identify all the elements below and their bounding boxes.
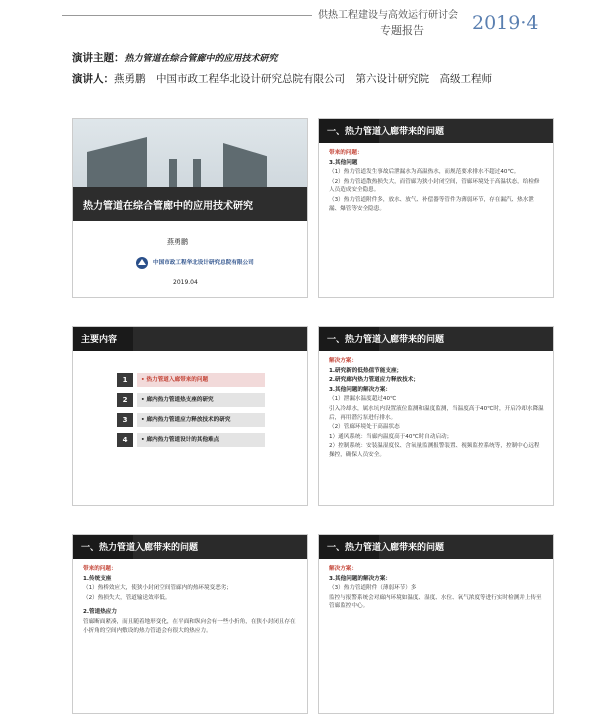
slide-problems-support [72, 534, 308, 714]
slide-body [329, 565, 545, 612]
slide-subtitle: 解决方案： [329, 566, 357, 572]
cover-title: 热力管道在综合管廊中的应用技术研究 [83, 201, 253, 212]
toc-number: 2 [117, 393, 133, 407]
toc-number: 4 [117, 433, 133, 447]
slide-title: 一、热力管道入廊带来的问题 [327, 335, 445, 345]
slide-line: 2）控制系统：安装温湿度仪、含氧量监测报警装置、视频监控系统等，控制中心远程操控，确保人员安全。 [329, 443, 540, 458]
topic-line [72, 50, 278, 65]
toc-item [117, 393, 267, 407]
slide-line: （3）热力管道附件（薄弱环节）多 [329, 585, 417, 592]
toc-text: • 廊内热力管道设计的其他难点 [137, 433, 265, 447]
speaker-key: 演讲人： [72, 73, 114, 85]
column-name: 专题报告 [380, 24, 424, 37]
slide-heading: 3.其他问题 [329, 159, 358, 166]
topic-key: 演讲主题： [72, 52, 125, 64]
slide-heading: 1.研究新的低热值节能支座； [329, 367, 403, 374]
slide-cover [72, 118, 308, 298]
building-shape [223, 143, 267, 187]
issue-date: 2019·4 [472, 12, 539, 34]
cover-org: 中国市政工程华北设计研究总院有限公司 [153, 260, 254, 266]
speaker-line [72, 71, 492, 86]
slide-problems-other [318, 118, 554, 298]
toc-text: • 热力管道入廊带来的问题 [137, 373, 265, 387]
cover-date: 2019.04 [173, 279, 198, 286]
slide-line: （1）热力管道发生事故后泄漏水为高温热水，而规范要求排水不超过40℃。 [329, 169, 520, 176]
toc-item [117, 373, 267, 387]
toc-number: 3 [117, 413, 133, 427]
slide-heading: 3.其他问题的解决方案： [329, 575, 391, 582]
toc-text: • 廊内热力管道热支座的研究 [137, 393, 265, 407]
toc-number: 1 [117, 373, 133, 387]
slide-heading: 2.管道热应力 [83, 609, 117, 616]
slide-line: 1）通风系统：当廊内温度高于40℃时自动启动； [329, 433, 453, 440]
slide-heading: 1.传统支座 [83, 575, 112, 582]
slide-title: 一、热力管道入廊带来的问题 [327, 543, 445, 553]
topic-value: 热力管道在综合管廊中的应用技术研究 [124, 54, 278, 64]
cover-author: 燕勇鹏 [167, 238, 188, 246]
slide-body [329, 357, 545, 461]
slide-line: （1）泄漏水温度超过40℃ [329, 396, 397, 403]
header-rule [62, 15, 312, 16]
conference-name: 供热工程建设与高效运行研讨会 [318, 10, 458, 21]
slide-subtitle: 带来的问题： [329, 150, 363, 156]
slide-solutions-monitoring [318, 534, 554, 714]
slide-line: （2）热损失大，管道输送效率低。 [83, 594, 171, 601]
toc-item [117, 413, 267, 427]
slide-solutions [318, 326, 554, 506]
pillar-shape [193, 159, 201, 187]
slide-line: （2）管廊环境处于高温状态 [329, 424, 400, 431]
building-shape [87, 137, 147, 187]
slide-line: （3）热力管道附件多，放水、放气、补偿器等管件为薄弱环节，存在漏汽、热水泄漏、爆管等安全隐患。 [329, 196, 534, 212]
slide-toc [72, 326, 308, 506]
slide-body [329, 149, 545, 214]
slide-title: 主要内容 [81, 335, 118, 345]
slide-line: 管廊断面紧凑，而且随着地形变化，在平面和纵向会有一些小折角，在狭小封闭且存在小折角的空间内敷设的热力管道会有很大的热应力。 [83, 618, 296, 634]
toc-text: • 廊内热力管道应力释放技术的研究 [137, 413, 265, 427]
slide-subtitle: 带来的问题： [83, 566, 117, 572]
slide-body [83, 565, 299, 636]
slide-line: 监控与报警系统会对廊内环境如温度、湿度、水位、氧气浓度等进行实时检测并上传至管廊监控中心。 [329, 594, 542, 610]
slide-title: 一、热力管道入廊带来的问题 [327, 127, 445, 137]
slide-title: 一、热力管道入廊带来的问题 [81, 543, 199, 553]
company-logo-icon [135, 256, 149, 270]
slide-heading: 2.研究廊内热力管道应力释放技术； [329, 377, 419, 384]
slide-line: （2）热力管道散热损失大，而管廊为狭小封闭空间，管廊环境处于高温状态，给检修人员造成安全隐患。 [329, 178, 540, 194]
slide-line: （1）热桥效应大，使狭小封闭空间管廊内的热环境变恶劣； [83, 585, 232, 592]
page-header [0, 0, 600, 40]
slide-subtitle: 解决方案： [329, 358, 357, 364]
toc-item [117, 433, 267, 447]
slide-line: 引入冷却水，属水坑内设置液位监测和温度监测，当温度高于40℃时，开启冷却水降温后，再用潜污泵进行排水。 [329, 405, 544, 421]
pillar-shape [169, 159, 177, 187]
speaker-value: 燕勇鹏 中国市政工程华北设计研究总院有限公司 第六设计研究院 高级工程师 [114, 73, 492, 85]
slide-heading: 3.其他问题的解决方案： [329, 386, 391, 393]
